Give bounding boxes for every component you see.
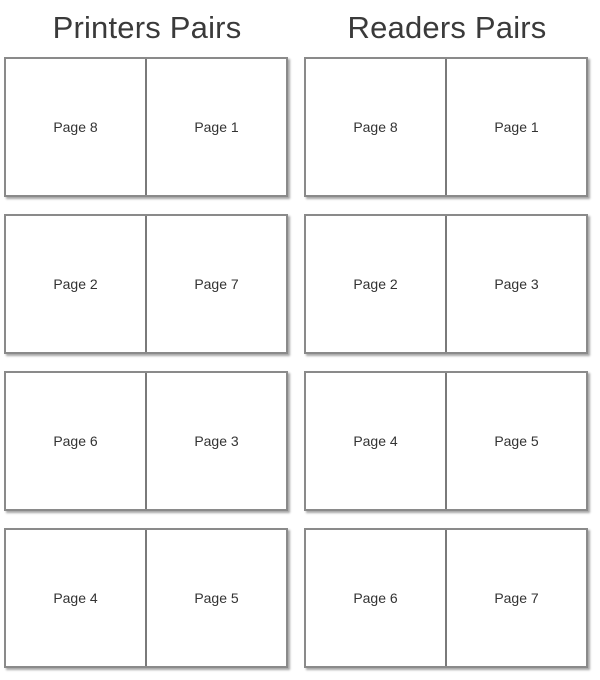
page-label: Page 5	[494, 433, 539, 449]
page-label: Page 8	[6, 59, 147, 195]
page-label: Page 1	[494, 119, 539, 135]
printers-spread	[4, 57, 288, 197]
printers-pairs-column	[4, 0, 290, 606]
page-label: Page 7	[194, 276, 239, 292]
printers-spread	[4, 528, 288, 668]
readers-spread	[304, 528, 588, 668]
printers-pairs-title: Printers Pairs	[52, 10, 242, 45]
readers-spread	[304, 371, 588, 511]
page-label: Page 8	[306, 59, 447, 195]
printers-spread	[4, 214, 288, 354]
page-label: Page 3	[194, 433, 239, 449]
page-label: Page 1	[194, 119, 239, 135]
printers-spread	[4, 371, 288, 511]
readers-pairs-title: Readers Pairs	[347, 10, 547, 45]
page-label: Page 5	[194, 590, 239, 606]
page-label: Page 7	[494, 590, 539, 606]
readers-spread	[304, 57, 588, 197]
readers-spread	[304, 214, 588, 354]
page-label: Page 2	[306, 216, 447, 352]
page-label: Page 3	[494, 276, 539, 292]
page-label: Page 4	[6, 530, 147, 666]
page-label: Page 2	[6, 216, 147, 352]
page-label: Page 6	[6, 373, 147, 509]
page-label: Page 4	[306, 373, 447, 509]
readers-pairs-column	[304, 0, 590, 606]
page-label: Page 6	[306, 530, 447, 666]
